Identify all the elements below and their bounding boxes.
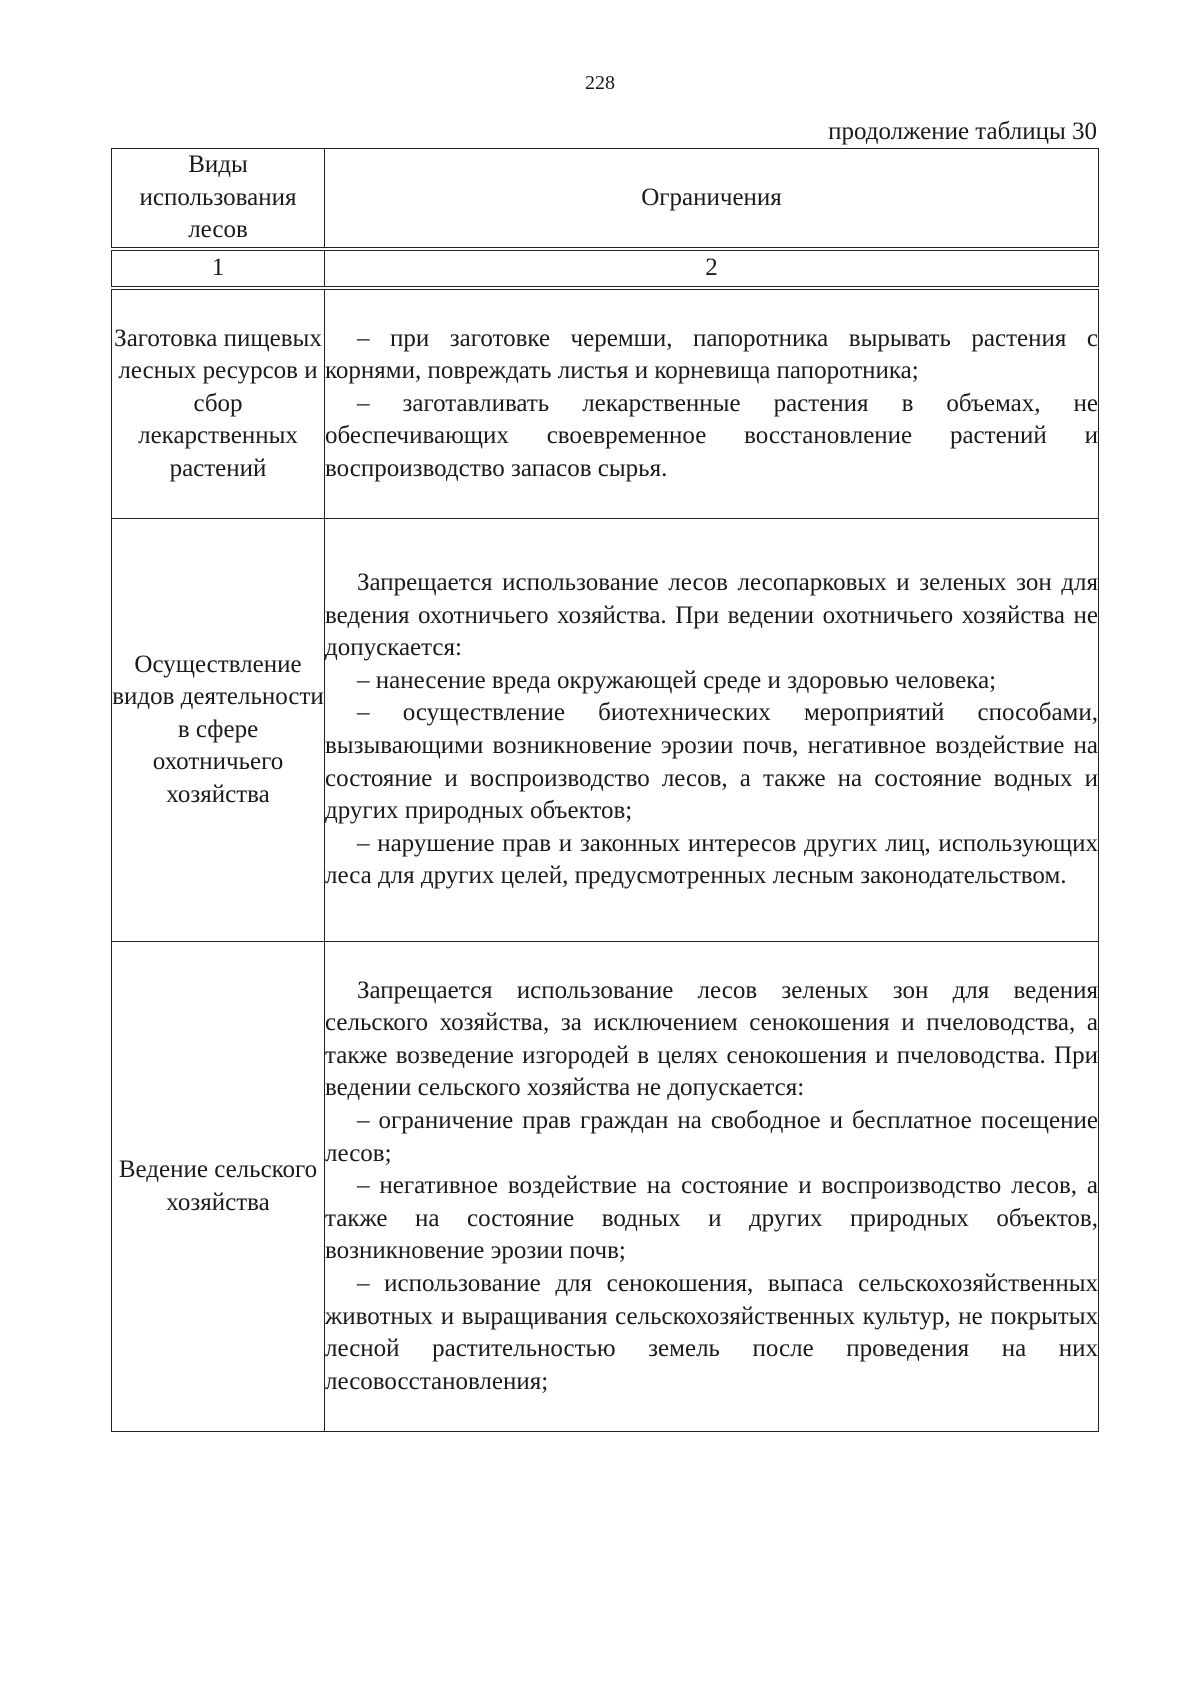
restrictions-cell (325, 942, 1099, 1432)
table-row (112, 942, 1099, 1432)
header-forest-use-types: Виды использования лесов (112, 149, 325, 250)
column-number-1: 1 (112, 249, 325, 288)
header-restrictions: Ограничения (325, 149, 1099, 250)
restrictions-table (111, 148, 1099, 1432)
forest-use-type-cell: Ведение сельского хозяйства (112, 942, 325, 1432)
restrictions-cell (325, 519, 1099, 942)
restrictions-cell (325, 288, 1099, 519)
forest-use-type-cell: Заготовка пищевых лесных ресурсов и сбор лекарственных растений (112, 288, 325, 519)
restriction-paragraph: – заготавливать лекарственные растения в объемах, не обеспечивающих своевременное восстановление растений и воспроизводство запасов сырья. (325, 389, 1098, 482)
restriction-paragraph: – нанесение вреда окружающей среде и здоровью человека; (357, 666, 997, 694)
restriction-paragraph: – при заготовке черемши, папоротника вырывать растения с корнями, повреждать листья и корневища папоротника; (325, 324, 1098, 385)
restriction-paragraph: – нарушение прав и законных интересов других лиц, использующих леса для других целей, предусмотренных лесным законодательством. (325, 829, 1098, 890)
page-number: 228 (585, 72, 615, 94)
restriction-paragraph: Запрещается использование лесов лесопарковых и зеленых зон для ведения охотничьего хозяйства. При ведении охотничьего хозяйства не допускается: (325, 569, 1098, 662)
restriction-paragraph: – ограничение прав граждан на свободное и бесплатное посещение лесов; (325, 1107, 1098, 1167)
restriction-paragraph: – негативное воздействие на состояние и воспроизводство лесов, а также на состояние водных и других природных объектов, возникновение эрозии почв; (325, 1172, 1098, 1265)
forest-use-type-cell: Осуществление видов деятельности в сфере охотничьего хозяйства (112, 519, 325, 942)
restriction-paragraph: – осуществление биотехнических мероприятий способами, вызывающими возникновение эрозии почв, негативное воздействие на состояние и воспроизводство лесов, а также на состояние водных и других природных объектов; (325, 699, 1098, 825)
restriction-paragraph: – использование для сенокошения, выпаса сельскохозяйственных животных и выращивания сельскохозяйственных культур, не покрытых лесной растительностью земель после проведения на них лесовосстановления; (325, 1269, 1098, 1395)
table-row (112, 519, 1099, 942)
restriction-paragraph: Запрещается использование лесов зеленых зон для ведения сельского хозяйства, за исключением сенокошения и пчеловодства, а также возведение изгородей в целях сенокошения и пчеловодства. При ведении сельского хозяйства не допускается: (325, 976, 1098, 1102)
column-number-row (112, 249, 1099, 288)
table-row (112, 288, 1099, 519)
table-continuation-label: продолжение таблицы 30 (828, 118, 1097, 145)
table-header-row (112, 149, 1099, 250)
column-number-2: 2 (325, 249, 1099, 288)
